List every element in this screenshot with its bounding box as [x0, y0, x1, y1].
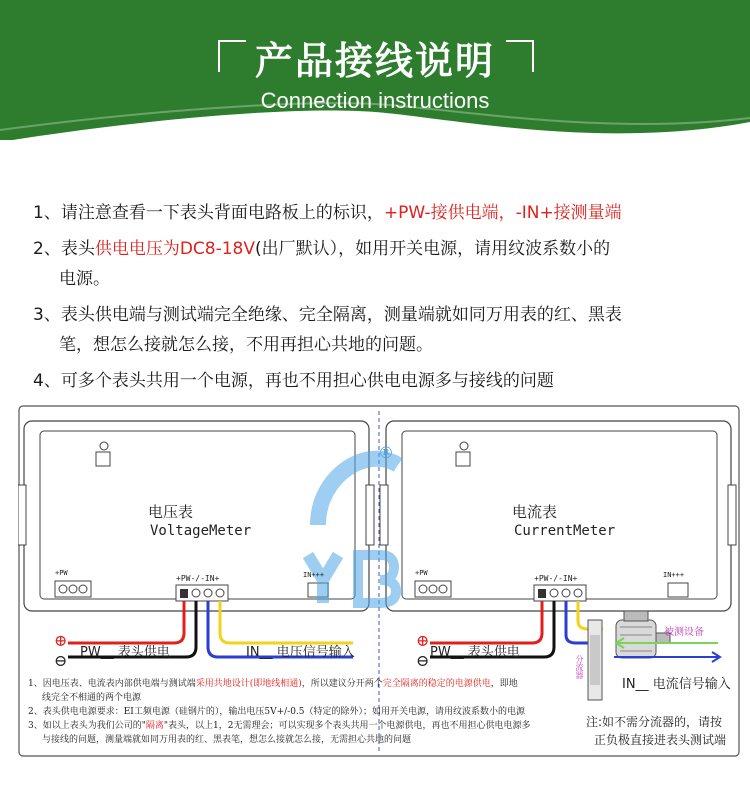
left-power-label: PW__ 表头供电	[80, 645, 170, 660]
left-pw-label: +PW	[55, 569, 68, 577]
left-minus-symbol: ⊖	[54, 651, 68, 670]
right-in-label: IN+++	[663, 571, 685, 579]
left-signal-label: IN__ 电压信号输入	[246, 645, 355, 660]
instruction-item-1: 1、请注意查看一下表头背面电路板上的标识，+PW-接供电端，-IN+接测量端	[33, 203, 622, 223]
registered-mark: ®	[378, 443, 394, 462]
instruction-item-4: 4、可多个表头共用一个电源，再也不用担心供电电源多与接线的问题	[33, 371, 554, 391]
instructions-list	[33, 198, 733, 402]
header-banner	[0, 0, 750, 140]
right-terminal-label: +PW-/-IN+	[534, 574, 578, 583]
right-note-line-2: 正负极直接进表头测试端	[594, 733, 727, 747]
current-meter-title-cn: 电流表	[512, 503, 558, 521]
diagram-notes	[28, 677, 588, 747]
right-minus-symbol: ⊖	[416, 651, 430, 670]
page-subtitle: Connection instructions	[260, 88, 490, 113]
wiring-diagram	[18, 405, 740, 757]
voltage-meter-title-en: VoltageMeter	[150, 523, 252, 539]
current-meter-title-en: CurrentMeter	[514, 523, 616, 539]
instruction-item-2: 2、表头供电电压为DC8-18V(出厂默认），如用开关电源，请用纹波系数小的 电源。	[33, 239, 611, 289]
right-plus-symbol: ⊕	[416, 631, 430, 650]
note-1: 1、因电压表、电流表内部供电端与测试端采用共地设计(即地线相通)，所以建议分开两个完全隔离的稳定的电源供电，即地	[28, 679, 518, 689]
right-note-line-1: 注:如不需分流器的，请按	[586, 715, 723, 729]
left-plus-symbol: ⊕	[54, 631, 68, 650]
instruction-item-3: 3、表头供电端与测试端完全绝缘、完全隔离，测量端就如同万用表的红、黑表 笔，想怎么接就怎么接，不用再担心共地的问题。	[33, 305, 622, 355]
left-terminal-label: +PW-/-IN+	[176, 574, 220, 583]
device-label: 被测设备	[664, 627, 704, 638]
right-signal-label: IN__ 电流信号输入	[622, 677, 731, 692]
note-2: 2、表头供电电源要求：EI工频电源（硅钢片的），输出电压5V+/-0.5（特定的除外）；如用开关电源，请用纹波系数小的电源	[28, 707, 526, 717]
shunt-label: 分流器	[575, 655, 584, 679]
right-pw-label: +PW	[415, 569, 428, 577]
page-title: 产品接线说明	[254, 39, 495, 83]
shunt-device	[588, 620, 602, 700]
note-1-line-2: 线完全不相通的两个电源	[42, 693, 142, 703]
right-power-label: PW__ 表头供电	[430, 645, 520, 660]
note-3: 3、如以上表头为我们公司的"隔离"表头，以上1，2无需理会；可以实现多个表头共用一个电源供电，再也不用担心供电电源多	[28, 721, 531, 731]
note-3-line-2: 与接线的问题，测量端就如同万用表的红、黑表笔，想怎么接就怎么接，无需担心共地的问题	[42, 735, 412, 745]
left-in-label: IN+++	[303, 571, 325, 579]
voltage-meter-title-cn: 电压表	[148, 503, 194, 521]
